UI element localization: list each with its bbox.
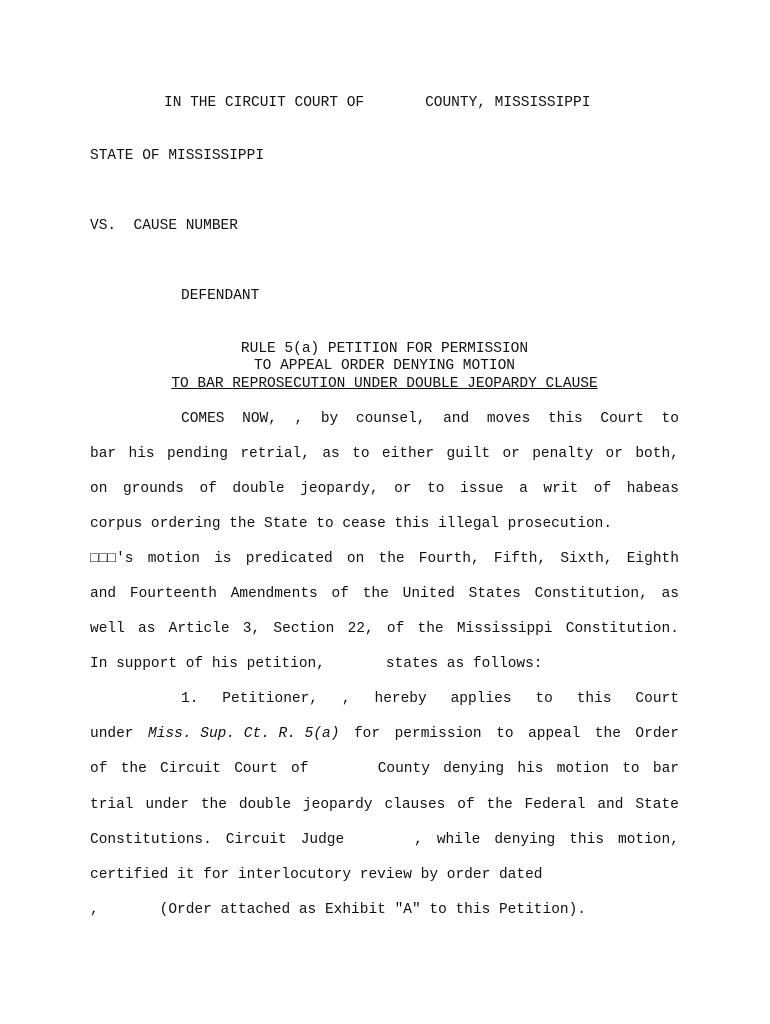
title-line-3: TO BAR REPROSECUTION UNDER DOUBLE JEOPARDY CLAUSE [171, 376, 598, 392]
paragraph-1-line-3: of the Circuit Court of County denying his motion to bar [90, 761, 679, 777]
paragraph-1-line-7: , (Order attached as Exhibit "A" to this Petition). [90, 902, 586, 918]
date-blank [99, 902, 160, 918]
body-line-1: COMES NOW, , by counsel, and moves this Court to [181, 411, 679, 427]
paragraph-1-line-4: trial under the double jeopardy clauses of the Federal and State [90, 797, 679, 813]
body-line-3: on grounds of double jeopardy, or to issue a writ of habeas [90, 481, 679, 497]
defendant-label: DEFENDANT [181, 288, 260, 304]
body-line-7: well as Article 3, Section 22, of the Mississippi Constitution. [90, 621, 679, 637]
cause-number-label: CAUSE NUMBER [133, 218, 238, 234]
title-line-2: TO APPEAL ORDER DENYING MOTION [253, 358, 516, 374]
paragraph-1-line-6: certified it for interlocutory review by order dated [90, 867, 543, 883]
paragraph-1-line-2: under Miss. Sup. Ct. R. 5(a) for permission to appeal the Order [90, 726, 679, 742]
title-line-1: RULE 5(a) PETITION FOR PERMISSION [240, 341, 529, 357]
paragraph-number: 1. [181, 691, 199, 707]
body-line-5: □□□'s motion is predicated on the Fourth, Fifth, Sixth, Eighth [90, 551, 679, 567]
cause-line [90, 217, 238, 235]
county-blank [364, 95, 425, 111]
name-blank [325, 656, 386, 672]
rule-citation: Miss. Sup. Ct. R. 5(a) [148, 726, 340, 742]
body-line-8: In support of his petition, states as follows: [90, 656, 543, 672]
versus-label: VS. [90, 218, 117, 234]
court-heading-right: COUNTY, MISSISSIPPI [425, 95, 591, 111]
body-line-4: corpus ordering the State to cease this illegal prosecution. [90, 516, 613, 532]
paragraph-1-line-1: 1. Petitioner, , hereby applies to this Court [181, 691, 679, 707]
plaintiff-name: STATE OF MISSISSIPPI [90, 148, 265, 164]
body-line-6: and Fourteenth Amendments of the United States Constitution, as [90, 586, 679, 602]
court-heading-left: IN THE CIRCUIT COURT OF [164, 95, 365, 111]
paragraph-1-line-5: Constitutions. Circuit Judge , while denying this motion, [90, 832, 679, 848]
body-line-2: bar his pending retrial, as to either guilt or penalty or both, [90, 446, 679, 462]
court-heading [164, 94, 590, 112]
